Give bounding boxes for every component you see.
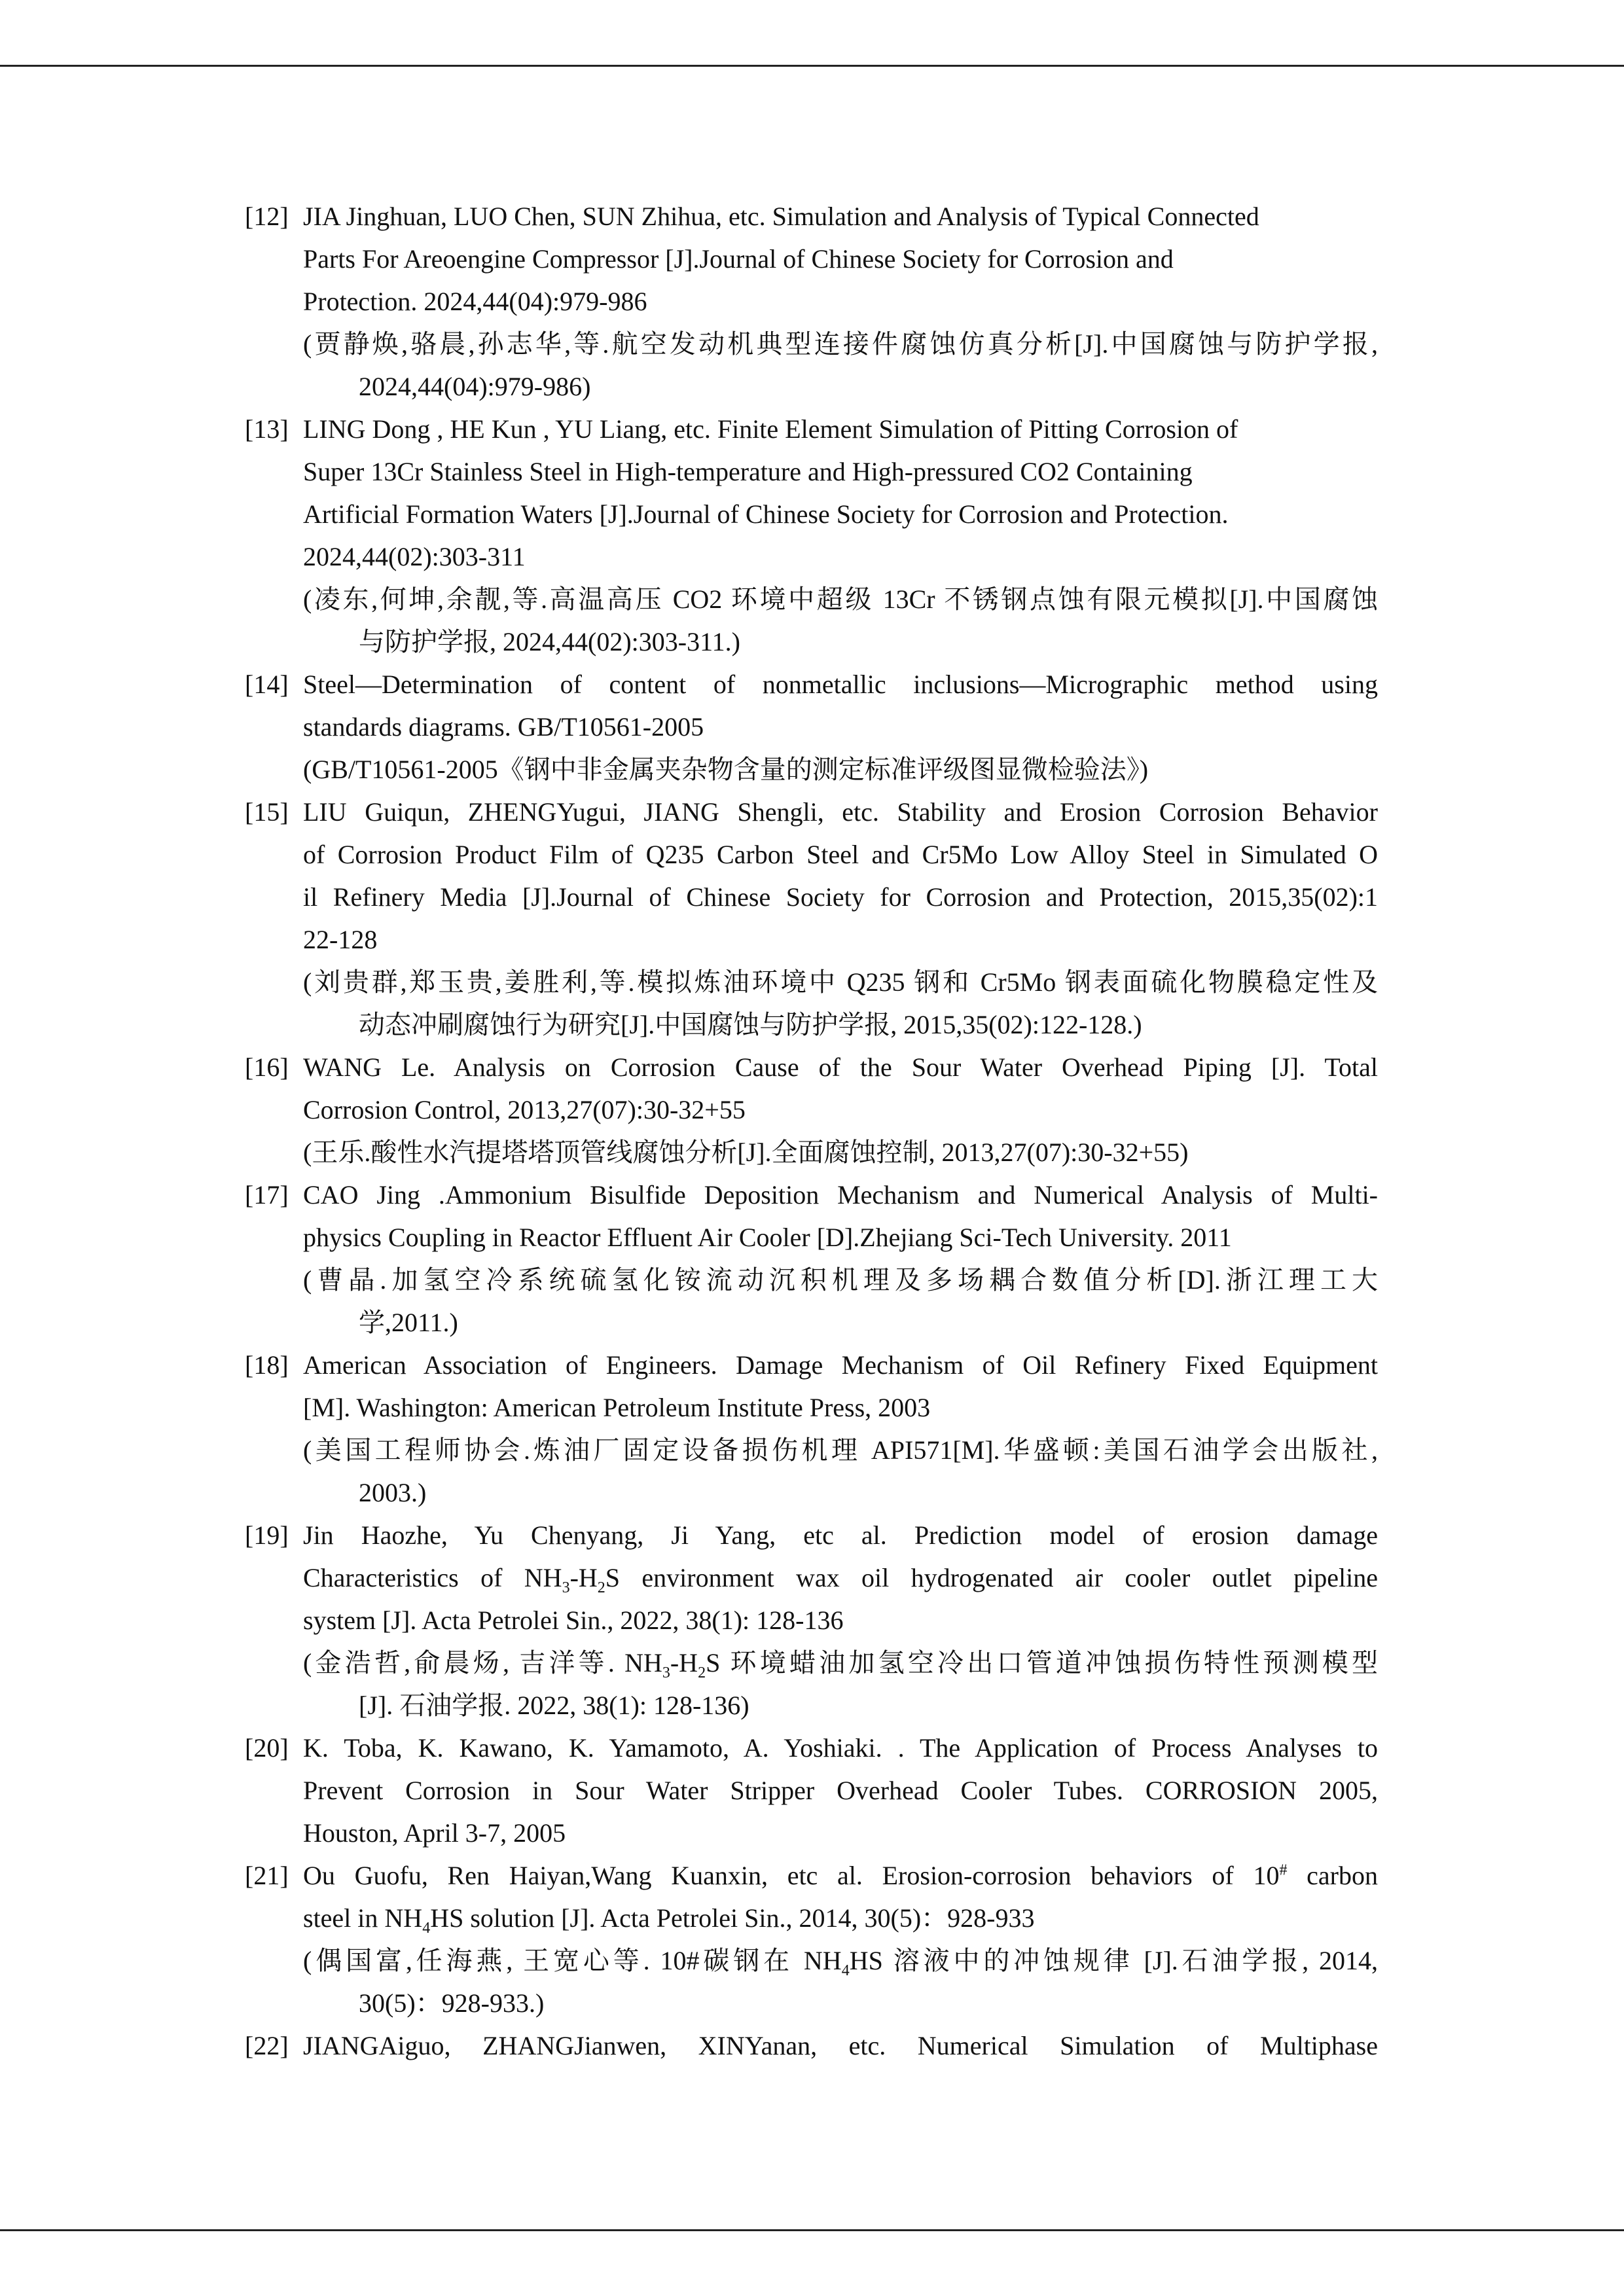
reference-entry	[245, 1854, 1378, 2024]
reference-entry	[245, 791, 1378, 1046]
reference-line: Jin Haozhe, Yu Chenyang, Ji Yang, etc al. Prediction model of erosion damage	[303, 1520, 1378, 1550]
reference-line	[303, 1897, 1378, 1939]
reference-chinese-line: [J]. 石油学报. 2022, 38(1): 128-136)	[359, 1691, 749, 1720]
reference-entry	[245, 1727, 1378, 1854]
reference-number: [21]	[245, 1861, 289, 1890]
text-run: Characteristics of NH	[303, 1563, 562, 1592]
reference-chinese-line: (GB/T10561-2005《钢中非金属夹杂物含量的测定标准评级图显微检验法》)	[303, 755, 1149, 784]
reference-number: [15]	[245, 797, 289, 827]
reference-chinese-line: 动态冲刷腐蚀行为研究[J].中国腐蚀与防护学报, 2015,35(02):122-128.)	[359, 1010, 1142, 1039]
text-run: carbon	[1287, 1861, 1378, 1890]
text-run: S environment wax oil hydrogenated air cooler outlet pipeline	[605, 1563, 1378, 1592]
reference-entry	[245, 1344, 1378, 1514]
reference-line: LING Dong , HE Kun , YU Liang, etc. Finite Element Simulation of Pitting Corrosion of	[303, 414, 1238, 444]
reference-number: [19]	[245, 1520, 289, 1550]
reference-entry	[245, 1174, 1378, 1344]
reference-chinese-line: (贾静焕,骆晨,孙志华,等.航空发动机典型连接件腐蚀仿真分析[J].中国腐蚀与防护学报,	[303, 329, 1378, 359]
supscript: #	[1279, 1861, 1288, 1879]
reference-chinese-line: (刘贵群,郑玉贵,姜胜利,等.模拟炼油环境中 Q235 钢和 Cr5Mo 钢表面硫化物膜稳定性及	[303, 967, 1378, 997]
reference-number: [22]	[245, 2031, 289, 2060]
reference-entry	[245, 1046, 1378, 1174]
reference-chinese-line	[303, 1939, 1378, 1982]
reference-number: [12]	[245, 202, 289, 231]
reference-line: Corrosion Control, 2013,27(07):30-32+55	[303, 1095, 746, 1124]
text-run: S 环境蜡油加氢空冷出口管道冲蚀损伤特性预测模型	[706, 1648, 1378, 1677]
header-rule	[0, 65, 1624, 67]
reference-line: Super 13Cr Stainless Steel in High-temperature and High-pressured CO2 Containing	[303, 457, 1193, 486]
reference-line: Prevent Corrosion in Sour Water Stripper Overhead Cooler Tubes. CORROSION 2005,	[303, 1776, 1378, 1805]
reference-line: Artificial Formation Waters [J].Journal of Chinese Society for Corrosion and Protection.	[303, 499, 1229, 529]
subscript: 3	[662, 1664, 670, 1681]
reference-line: [M]. Washington: American Petroleum Institute Press, 2003	[303, 1393, 931, 1422]
reference-chinese-line: (美国工程师协会.炼油厂固定设备损伤机理 API571[M].华盛顿:美国石油学会出版社,	[303, 1435, 1378, 1465]
reference-line: il Refinery Media [J].Journal of Chinese Society for Corrosion and Protection, 2015,35(02):1	[303, 882, 1378, 912]
reference-entry	[245, 408, 1378, 663]
reference-number: [14]	[245, 670, 289, 699]
reference-entry	[245, 1514, 1378, 1727]
reference-entry	[245, 663, 1378, 791]
footer-rule	[0, 2229, 1624, 2231]
reference-chinese-line: (王乐.酸性水汽提塔塔顶管线腐蚀分析[J].全面腐蚀控制, 2013,27(07):30-32+55)	[303, 1138, 1189, 1167]
subscript: 2	[597, 1579, 605, 1596]
reference-entry	[245, 195, 1378, 408]
reference-chinese-line: 2024,44(04):979-986)	[359, 372, 591, 401]
reference-line: physics Coupling in Reactor Effluent Air Cooler [D].Zhejiang Sci-Tech University. 2011	[303, 1223, 1232, 1252]
reference-chinese-line: (凌东,何坤,余靓,等.高温高压 CO2 环境中超级 13Cr 不锈钢点蚀有限元模拟[J].中国腐蚀	[303, 584, 1378, 614]
reference-line	[303, 1854, 1378, 1897]
reference-line: Parts For Areoengine Compressor [J].Journal of Chinese Society for Corrosion and	[303, 244, 1174, 274]
reference-line	[303, 1556, 1378, 1599]
reference-chinese-line	[303, 1641, 1378, 1684]
subscript: 4	[841, 1962, 850, 1979]
reference-line: of Corrosion Product Film of Q235 Carbon Steel and Cr5Mo Low Alloy Steel in Simulated O	[303, 840, 1378, 869]
reference-number: [16]	[245, 1052, 289, 1082]
reference-line: Steel—Determination of content of nonmetallic inclusions—Micrographic method using	[303, 670, 1378, 699]
reference-line: 22-128	[303, 925, 378, 954]
subscript: 2	[698, 1664, 706, 1681]
reference-chinese-line: (曹晶.加氢空冷系统硫氢化铵流动沉积机理及多场耦合数值分析[D].浙江理工大	[303, 1265, 1378, 1295]
subscript: 3	[562, 1579, 570, 1596]
reference-number: [13]	[245, 414, 289, 444]
reference-list	[245, 195, 1378, 2067]
reference-line: WANG Le. Analysis on Corrosion Cause of the Sour Water Overhead Piping [J]. Total	[303, 1052, 1378, 1082]
text-run: Ou Guofu, Ren Haiyan,Wang Kuanxin, etc al. Erosion-corrosion behaviors of 10	[303, 1861, 1280, 1890]
reference-line: K. Toba, K. Kawano, K. Yamamoto, A. Yoshiaki. . The Application of Process Analyses to	[303, 1733, 1378, 1763]
reference-chinese-line: 2003.)	[359, 1478, 427, 1507]
reference-line: CAO Jing .Ammonium Bisulfide Deposition Mechanism and Numerical Analysis of Multi-	[303, 1180, 1378, 1210]
text-run: (金浩哲,俞晨炀, 吉洋等. NH	[303, 1648, 662, 1677]
text-run: -H	[569, 1563, 598, 1592]
text-run: (偶国富,任海燕, 王宽心等. 10#碳钢在 NH	[303, 1946, 842, 1975]
text-run: HS 溶液中的冲蚀规律 [J].石油学报, 2014,	[849, 1946, 1378, 1975]
reference-line: LIU Guiqun, ZHENGYugui, JIANG Shengli, etc. Stability and Erosion Corrosion Behavior	[303, 797, 1378, 827]
reference-line: JIANGAiguo, ZHANGJianwen, XINYanan, etc. Numerical Simulation of Multiphase	[303, 2031, 1378, 2060]
reference-line: system [J]. Acta Petrolei Sin., 2022, 38(1): 128-136	[303, 1605, 844, 1635]
reference-chinese-line: 与防护学报, 2024,44(02):303-311.)	[359, 627, 740, 656]
text-run: steel in NH	[303, 1903, 423, 1933]
reference-chinese-line: 学,2011.)	[359, 1308, 458, 1337]
reference-number: [17]	[245, 1180, 289, 1210]
reference-line: American Association of Engineers. Damage Mechanism of Oil Refinery Fixed Equipment	[303, 1350, 1378, 1380]
reference-line: 2024,44(02):303-311	[303, 542, 526, 571]
reference-number: [20]	[245, 1733, 289, 1763]
text-run: HS solution [J]. Acta Petrolei Sin., 2014, 30(5)：928-933	[430, 1903, 1035, 1933]
subscript: 4	[422, 1920, 431, 1937]
reference-line: Houston, April 3-7, 2005	[303, 1818, 566, 1848]
reference-line: standards diagrams. GB/T10561-2005	[303, 712, 704, 742]
reference-line: Protection. 2024,44(04):979-986	[303, 287, 647, 316]
reference-entry	[245, 2024, 1378, 2067]
text-run: -H	[670, 1648, 698, 1677]
reference-chinese-line: 30(5)：928-933.)	[359, 1988, 545, 2018]
reference-number: [18]	[245, 1350, 289, 1380]
reference-line: JIA Jinghuan, LUO Chen, SUN Zhihua, etc. Simulation and Analysis of Typical Connected	[303, 202, 1259, 231]
